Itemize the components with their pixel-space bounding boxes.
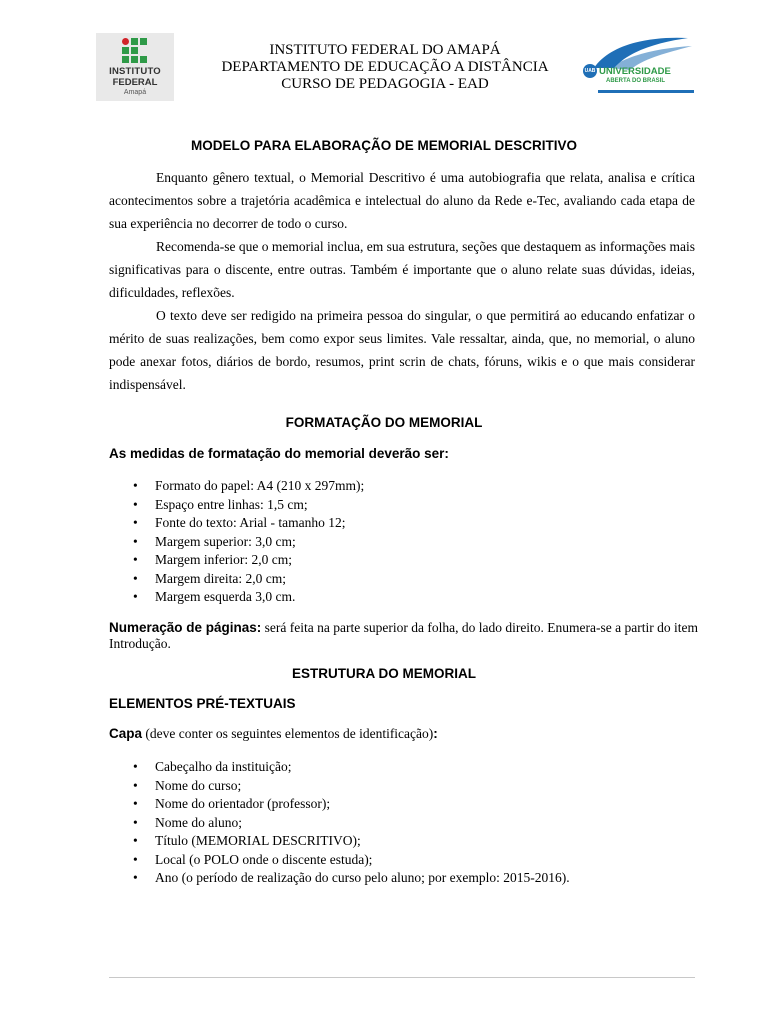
- numeracao-text: será feita na parte superior da folha, do lado direito. Enumera-se a partir do item Introdução.: [109, 620, 698, 651]
- list-item: • Nome do curso;: [109, 777, 570, 796]
- if-logo-line3: Amapá: [123, 89, 147, 96]
- bullet-icon: •: [133, 515, 138, 530]
- bullet-icon: •: [133, 851, 138, 867]
- paragraph-writing-style: O texto deve ser redigido na primeira pessoa do singular, o que permitirá ao educando enfatizar o mérito de suas realizações, bem como expor seus limites. Vale ressaltar, ainda, que, no memorial, o aluno pode anexar fotos, diários de bordo, resumos, print scrin de chats, fóruns, wikis e o que mais considerar indispensável.: [109, 308, 695, 392]
- list-item: • Nome do aluno;: [109, 814, 570, 833]
- numeracao-label: Numeração de páginas:: [109, 620, 262, 635]
- list-item: • Fonte do texto: Arial - tamanho 12;: [109, 514, 364, 533]
- capa-colon: :: [433, 726, 438, 741]
- if-logo-line1: INSTITUTO: [109, 66, 161, 77]
- uab-logo: [580, 34, 700, 98]
- bullet-icon: •: [133, 570, 138, 586]
- footer-divider: [109, 977, 695, 978]
- header-line-course: CURSO DE PEDAGOGIA - EAD: [281, 76, 489, 92]
- bullet-icon: •: [133, 589, 138, 604]
- document-title: MODELO PARA ELABORAÇÃO DE MEMORIAL DESCRITIVO: [190, 138, 577, 153]
- list-item: • Margem esquerda 3,0 cm.: [109, 588, 364, 607]
- uab-subname: ABERTA DO BRASIL: [606, 78, 665, 84]
- list-item: • Nome do orientador (professor);: [109, 795, 570, 814]
- if-logo-grid-icon: [122, 38, 148, 64]
- bullet-icon: •: [133, 814, 138, 830]
- list-item: • Cabeçalho da instituição;: [109, 758, 570, 777]
- list-item: • Local (o POLO onde o discente estuda);: [109, 851, 570, 870]
- bullet-icon: •: [133, 777, 138, 793]
- formatacao-subheading: As medidas de formatação do memorial deverão ser:: [109, 446, 449, 461]
- pre-textuais-heading: ELEMENTOS PRÉ-TEXTUAIS: [109, 696, 296, 711]
- bullet-icon: •: [133, 552, 138, 567]
- uab-name: UNIVERSIDADE: [599, 66, 671, 77]
- bullet-icon: •: [133, 833, 138, 848]
- estrutura-heading: ESTRUTURA DO MEMORIAL: [292, 666, 476, 681]
- bullet-icon: •: [133, 759, 138, 774]
- header-line-institution: INSTITUTO FEDERAL DO AMAPÁ: [269, 42, 501, 58]
- numeracao-paragraph: [109, 620, 705, 652]
- list-item: • Ano (o período de realização do curso pelo aluno; por exemplo: 2015-2016).: [109, 869, 570, 888]
- paragraph-recommendation: Recomenda-se que o memorial inclua, em sua estrutura, seções que destaquem as informações mais significativas para o discente, entre outras. Também é importante que o aluno relate suas dúvidas, ideias, dificuldades, reflexões.: [109, 239, 695, 300]
- bullet-icon: •: [133, 478, 138, 493]
- capa-label: Capa: [109, 726, 143, 741]
- list-item: • Margem inferior: 2,0 cm;: [109, 551, 364, 570]
- document-header: [190, 42, 580, 93]
- bullet-icon: •: [133, 870, 138, 885]
- header-line-department: DEPARTAMENTO DE EDUCAÇÃO A DISTÂNCIA: [221, 59, 549, 75]
- bullet-icon: •: [133, 533, 138, 549]
- capa-line: [109, 726, 438, 742]
- if-logo-line2: FEDERAL: [112, 77, 158, 88]
- capa-list: [109, 758, 570, 888]
- list-item: • Formato do papel: A4 (210 x 297mm);: [109, 477, 364, 496]
- bullet-icon: •: [133, 796, 138, 811]
- uab-badge-icon: UAB: [583, 64, 597, 78]
- list-item: • Margem superior: 3,0 cm;: [109, 533, 364, 552]
- capa-text: (deve conter os seguintes elementos de identificação): [142, 726, 434, 741]
- list-item: • Espaço entre linhas: 1,5 cm;: [109, 496, 364, 515]
- bullet-icon: •: [133, 496, 138, 512]
- paragraph-intro: Enquanto gênero textual, o Memorial Descritivo é uma autobiografia que relata, analisa e crítica acontecimentos sobre a trajetória acadêmica e intelectual do aluno da Rede e-Tec, avaliando cada etapa de sua experiência no decorrer de todo o curso.: [109, 170, 695, 231]
- list-item: • Título (MEMORIAL DESCRITIVO);: [109, 832, 570, 851]
- formatacao-heading: FORMATAÇÃO DO MEMORIAL: [285, 415, 483, 430]
- list-item: • Margem direita: 2,0 cm;: [109, 570, 364, 589]
- formatacao-list: [109, 477, 364, 607]
- instituto-federal-logo: [96, 33, 174, 101]
